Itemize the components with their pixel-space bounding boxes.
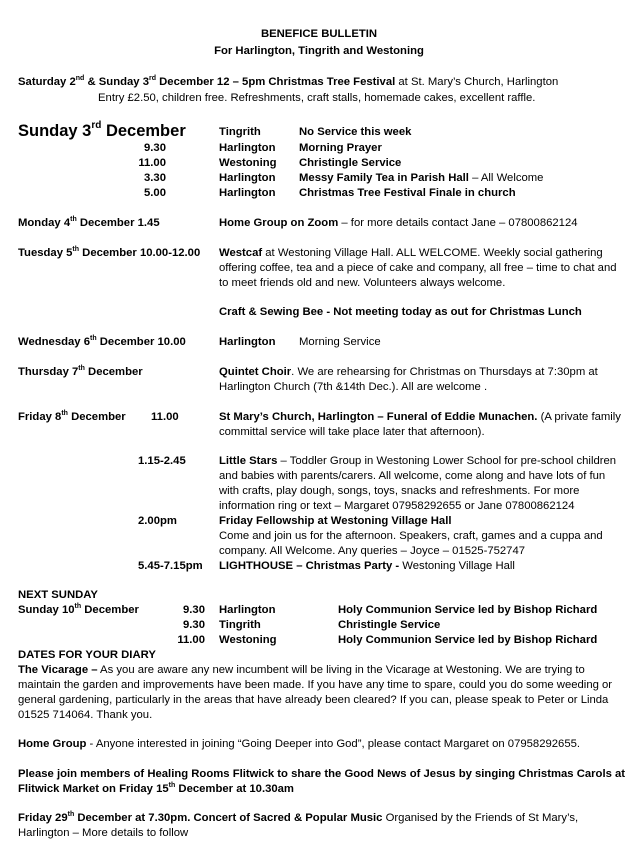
place: Harlington xyxy=(219,604,276,616)
friday-time: 11.00 xyxy=(151,411,179,423)
time: 9.30 xyxy=(183,619,205,631)
friday-time: 5.45-7.15pm xyxy=(138,560,203,572)
diary-heading: DATES FOR YOUR DIARY xyxy=(18,649,156,661)
wednesday-date: Wednesday 6th December 10.00 xyxy=(18,335,186,348)
bulletin-title: BENEFICE BULLETIN xyxy=(260,28,378,40)
festival-details: Entry £2.50, children free. Refreshments, craft stalls, homemade cakes, excellent raffle. xyxy=(98,92,536,104)
place: Harlington xyxy=(219,187,276,199)
craft-sewing-note: Craft & Sewing Bee - Not meeting today as out for Christmas Lunch xyxy=(219,306,582,318)
monday-date: Monday 4th December 1.45 xyxy=(18,216,160,229)
event: Christingle Service xyxy=(338,619,441,631)
friday-event-line: company. All Welcome. Any queries – Joyce – 01525-752747 xyxy=(219,545,526,557)
time: 5.00 xyxy=(144,187,166,199)
event: No Service this week xyxy=(299,126,412,138)
concert-notice: Friday 29th December at 7.30pm. Concert of Sacred & Popular Music Organised by the Friends of St Mary’s, xyxy=(18,811,579,824)
thursday-event: Quintet Choir. We are rehearsing for Christmas on Thursdays at 7:30pm at xyxy=(219,366,598,378)
time: 9.30 xyxy=(183,604,205,616)
sunday-heading: Sunday 3rd December xyxy=(18,120,186,140)
friday-event-line: and babies with parents/carers. All welcome, come along and have lots of fun xyxy=(219,470,606,482)
friday-event: Little Stars – Toddler Group in Westoning Lower School for pre-school children xyxy=(219,455,617,467)
healing-rooms-notice: Please join members of Healing Rooms Flitwick to share the Good News of Jesus by singing Christmas Carols at xyxy=(18,768,626,780)
next-sunday-heading: NEXT SUNDAY xyxy=(18,589,98,601)
friday-date: Friday 8th December xyxy=(18,410,126,423)
place: Harlington xyxy=(219,172,276,184)
event: Christingle Service xyxy=(299,157,402,169)
tuesday-event-line: offering coffee, tea and a piece of cake and company, all free – time to chat and xyxy=(219,262,617,274)
place: Westoning xyxy=(219,634,277,646)
time: 11.00 xyxy=(177,634,205,646)
bulletin-subtitle: For Harlington, Tingrith and Westoning xyxy=(214,45,424,57)
tuesday-event: Westcaf at Westoning Village Hall. ALL WELCOME. Weekly social gathering xyxy=(219,247,603,259)
friday-event: St Mary’s Church, Harlington – Funeral of Eddie Munachen. (A private family xyxy=(219,411,621,423)
event: Morning Prayer xyxy=(299,142,382,154)
friday-event-line: information ring or text – Margaret 07958292655 or Jane 07800862124 xyxy=(219,500,575,512)
thursday-event-line: Harlington Church (7th &14th Dec.). All are welcome . xyxy=(219,381,488,393)
thursday-date: Thursday 7th December xyxy=(18,365,143,378)
friday-event-line: Come and join us for the afternoon. Speakers, craft, games and a cuppa and xyxy=(219,530,603,542)
place: Tingrith xyxy=(219,619,261,631)
friday-time: 2.00pm xyxy=(138,515,177,527)
healing-rooms-line: Flitwick Market on Friday 15th December at 10.30am xyxy=(18,782,294,795)
vicarage-line: maintain the garden and improvements have been made. If you have any time to spare, could you do some weeding or xyxy=(18,679,613,691)
tuesday-event-line: to meet friends old and new. Volunteers always welcome. xyxy=(219,277,506,289)
home-group-notice: Home Group - Anyone interested in joining “Going Deeper into God”, please contact Margaret on 07958292655. xyxy=(18,738,581,750)
monday-event: Home Group on Zoom – for more details contact Jane – 07800862124 xyxy=(219,217,578,229)
friday-event-line: committal service will take place later that afternoon). xyxy=(219,426,485,438)
vicarage-line: general gardening, particularly in the areas that have already been cleared? If you can, please speak to Peter or Linda xyxy=(18,694,609,706)
vicarage-line: 01525 714064. Thank you. xyxy=(18,709,153,721)
friday-time: 1.15-2.45 xyxy=(138,455,186,467)
concert-line: Harlington – More details to follow xyxy=(18,827,189,839)
event: Messy Family Tea in Parish Hall – All Welcome xyxy=(299,172,544,184)
place: Westoning xyxy=(219,157,277,169)
place: Tingrith xyxy=(219,126,261,138)
wednesday-event: Morning Service xyxy=(299,336,381,348)
time: 11.00 xyxy=(138,157,166,169)
festival-line: Saturday 2nd & Sunday 3rd December 12 – 5pm Christmas Tree Festival at St. Mary’s Church, Harlington xyxy=(18,75,559,88)
event: Holy Communion Service led by Bishop Richard xyxy=(338,634,598,646)
place: Harlington xyxy=(219,142,276,154)
friday-event: LIGHTHOUSE – Christmas Party - Westoning Village Hall xyxy=(219,560,515,572)
wednesday-place: Harlington xyxy=(219,336,276,348)
time: 9.30 xyxy=(144,142,166,154)
vicarage-paragraph: The Vicarage – As you are aware any new incumbent will be living in the Vicarage at Westoning. We are trying to xyxy=(18,664,585,676)
friday-event: Friday Fellowship at Westoning Village Hall xyxy=(219,515,452,527)
time: 3.30 xyxy=(144,172,166,184)
event: Christmas Tree Festival Finale in church xyxy=(299,187,516,199)
friday-event-line: with crafts, play dough, songs, toys, snacks and refreshments. For more xyxy=(219,485,580,497)
tuesday-date: Tuesday 5th December 10.00-12.00 xyxy=(18,246,201,259)
next-sunday-date: Sunday 10th December xyxy=(18,603,139,616)
event: Holy Communion Service led by Bishop Richard xyxy=(338,604,598,616)
